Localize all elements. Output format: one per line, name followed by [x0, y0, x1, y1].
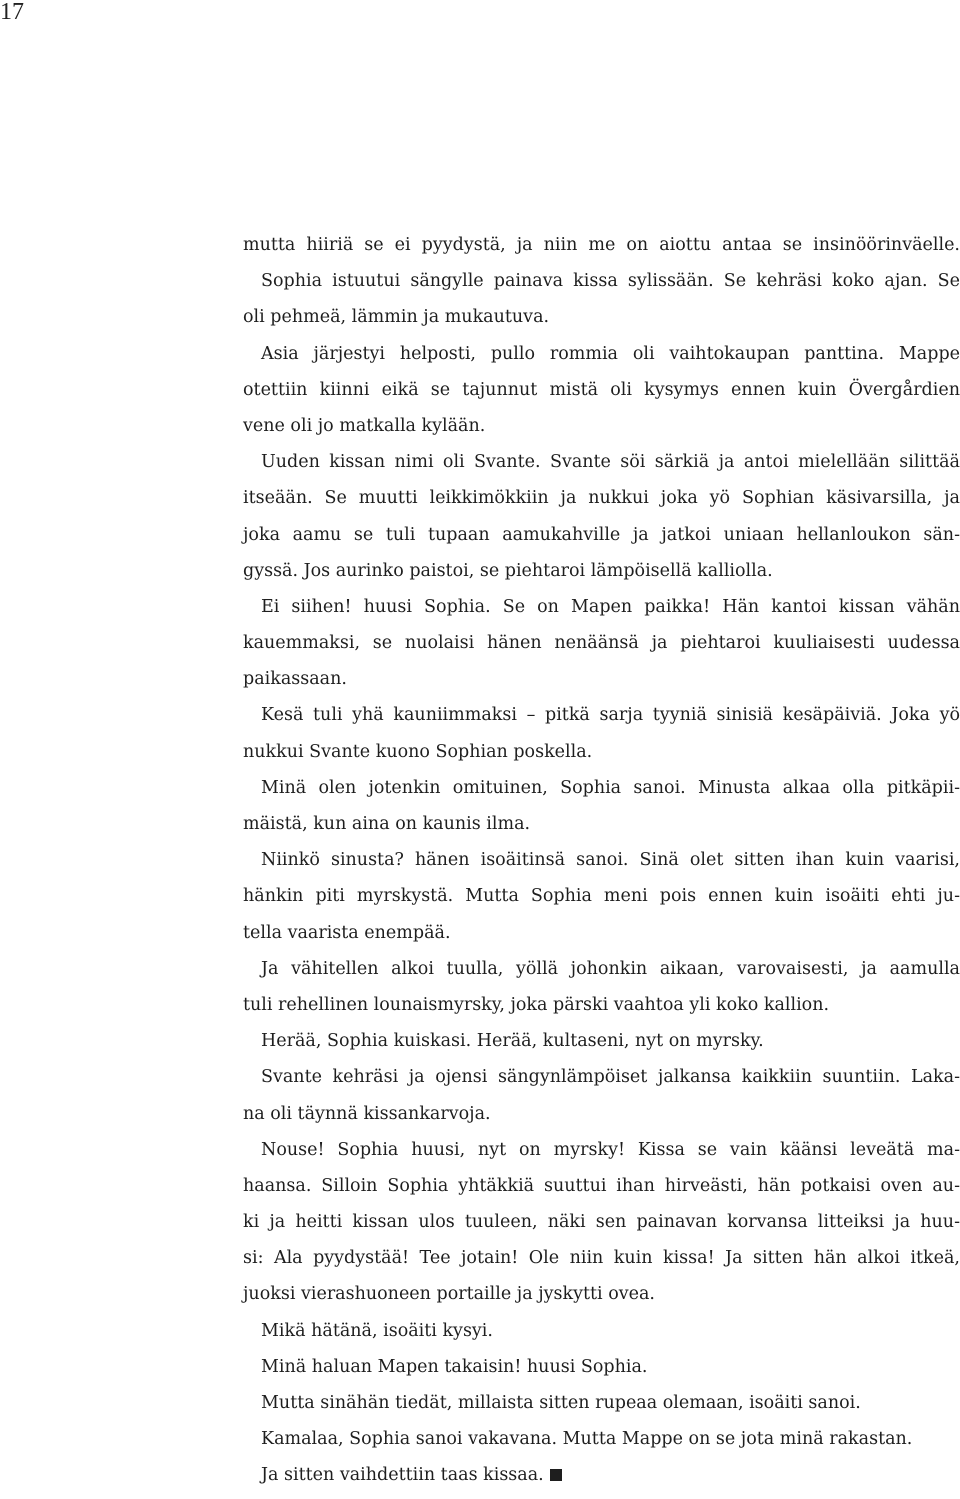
end-of-chapter-square-icon	[550, 1469, 562, 1481]
text-line: gyssä. Jos aurinko paistoi, se piehtaroi lämpöisellä kalliolla.	[243, 560, 773, 581]
text-line: si: Ala pyydystää! Tee jotain! Ole niin kuin kissa! Ja sitten hän alkoi itkeä,	[243, 1248, 960, 1269]
last-line-text: Ja sitten vaihdettiin taas kissaa.	[261, 1465, 544, 1486]
text-line: itseään. Se muutti leikkimökkiin ja nukkui joka yö Sophian käsivarsilla, ja	[243, 488, 960, 509]
text-line: mäistä, kun aina on kaunis ilma.	[243, 814, 531, 834]
text-line: Ei siihen! huusi Sophia. Se on Mapen paikka! Hän kantoi kissan vähän	[261, 596, 960, 617]
text-line: Sophia istuutui sängylle painava kissa sylissään. Se kehräsi koko ajan. Se	[261, 271, 960, 292]
text-line: juoksi vierashuoneen portaille ja jyskytti ovea.	[243, 1284, 655, 1305]
text-line: Uuden kissan nimi oli Svante. Svante söi särkiä ja antoi mielellään silittää	[261, 452, 960, 473]
text-line: Minä olen jotenkin omituinen, Sophia sanoi. Minusta alkaa olla pitkäpii-	[261, 777, 960, 798]
text-line: Mutta sinähän tiedät, millaista sitten rupeaa olemaan, isoäiti sanoi.	[261, 1393, 861, 1413]
text-line: Svante kehräsi ja ojensi sängynlämpöiset jalkansa kaikkiin suuntiin. Laka-	[261, 1067, 960, 1088]
text-line: haansa. Silloin Sophia yhtäkkiä suuttui ihan hirveästi, hän potkaisi oven au-	[243, 1175, 960, 1196]
text-line: Herää, Sophia kuiskasi. Herää, kultaseni, nyt on myrsky.	[261, 1031, 764, 1052]
text-line: tella vaarista enempää.	[243, 922, 451, 943]
text-line: Minä haluan Mapen takaisin! huusi Sophia.	[261, 1356, 648, 1377]
text-line: Niinkö sinusta? hänen isoäitinsä sanoi. Sinä olet sitten ihan kuin vaarisi,	[261, 850, 960, 871]
text-line: na oli täynnä kissankarvoja.	[243, 1103, 491, 1124]
text-line: ki ja heitti kissan ulos tuuleen, näki sen painavan korvansa litteiksi ja huu-	[243, 1212, 960, 1233]
text-line: joka aamu se tuli tupaan aamukahville ja jatkoi uniaan hellanloukon sän-	[243, 524, 960, 545]
text-line: Ja vähitellen alkoi tuulla, yöllä johonkin aikaan, varovaisesti, ja aamulla	[261, 958, 960, 979]
text-line: Nouse! Sophia huusi, nyt on myrsky! Kissa se vain käänsi leveätä ma-	[261, 1139, 960, 1160]
text-line: hänkin piti myrskystä. Mutta Sophia meni pois ennen kuin isoäiti ehti ju-	[243, 886, 960, 907]
last-line	[243, 1457, 960, 1493]
text-line: tuli rehellinen lounaismyrsky, joka pärski vaahtoa yli koko kallion.	[243, 994, 830, 1015]
text-line: nukkui Svante kuono Sophian poskella.	[243, 741, 593, 762]
text-line: mutta hiiriä se ei pyydystä, ja niin me on aiottu antaa se insinöörinväelle.	[243, 235, 960, 255]
text-line: vene oli jo matkalla kylään.	[243, 415, 486, 436]
page-number: 17	[0, 0, 24, 25]
text-line: Mikä hätänä, isoäiti kysyi.	[261, 1320, 493, 1341]
text-line: otettiin kiinni eikä se tajunnut mistä oli kysymys ennen kuin Övergårdien	[243, 379, 960, 400]
body-text	[243, 227, 960, 1494]
text-line: oli pehmeä, lämmin ja mukautuva.	[243, 307, 550, 328]
text-line: Kamalaa, Sophia sanoi vakavana. Mutta Mappe on se jota minä rakastan.	[261, 1429, 913, 1450]
text-line: paikassaan.	[243, 669, 347, 690]
text-line: Asia järjestyi helposti, pullo rommia oli vaihtokaupan panttina. Mappe	[261, 343, 960, 364]
text-line: kauemmaksi, se nuolaisi hänen nenäänsä ja piehtaroi kuuliaisesti uudessa	[243, 633, 960, 654]
text-line: Kesä tuli yhä kauniimmaksi – pitkä sarja tyyniä sinisiä kesäpäiviä. Joka yö	[261, 705, 960, 726]
